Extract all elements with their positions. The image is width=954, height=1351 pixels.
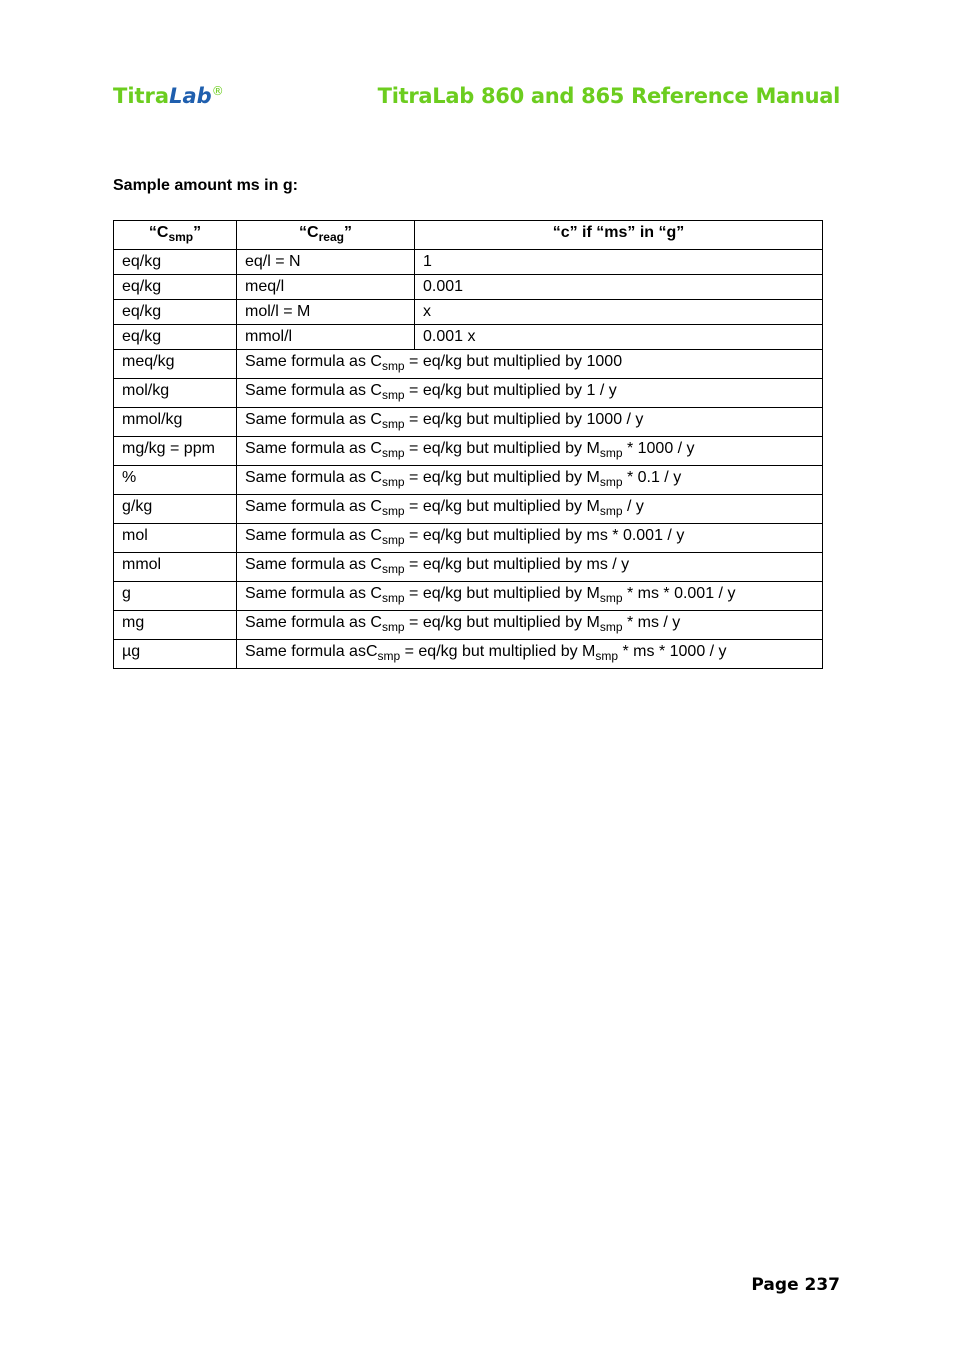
table-row — [114, 524, 823, 553]
cell-csmp: mmol/kg — [114, 408, 237, 437]
table-row — [114, 437, 823, 466]
cell-csmp: mol — [114, 524, 237, 553]
cell-csmp: eq/kg — [114, 275, 237, 300]
cell-formula: Same formula as $C_{smp} = eq/kg$ but multiplied by $M_{smp}$ / y — [237, 495, 823, 524]
cell-formula: Same formula as $C_{smp} = eq/kg$ but multiplied by $M_{smp}$ * ms * 0.001 / y — [237, 582, 823, 611]
cell-formula: Same formula as $C_{smp} = eq/kg$ but multiplied by ms / y — [237, 553, 823, 582]
cell-formula: Same formula asC$_{smp}$ = eq/kg but multiplied by $M_{smp}$ * ms * 1000 / y — [237, 640, 823, 669]
header-creag: “$C_{reag}$” — [237, 221, 415, 250]
cell-csmp: µg — [114, 640, 237, 669]
logo-lab: Lab — [169, 84, 212, 108]
header-csmp: “$C_{smp}$” — [114, 221, 237, 250]
cell-formula: Same formula as $C_{smp} = eq/kg$ but multiplied by 1 / y — [237, 379, 823, 408]
table-row — [114, 408, 823, 437]
table-header-row — [114, 221, 823, 250]
table-row — [114, 640, 823, 669]
logo-titra: Titra — [113, 84, 170, 108]
cell-formula: Same formula as $C_{smp} = eq/kg$ but multiplied by 1000 / y — [237, 408, 823, 437]
cell-formula: Same formula as $C_{smp} = eq/kg$ but multiplied by ms * 0.001 / y — [237, 524, 823, 553]
cell-creag: meq/l — [237, 275, 415, 300]
table-row — [114, 553, 823, 582]
cell-creag: mol/l = M — [237, 300, 415, 325]
cell-csmp: % — [114, 466, 237, 495]
brand-logo — [113, 84, 224, 108]
cell-c: 0.001 x — [415, 325, 823, 350]
cell-c: 0.001 — [415, 275, 823, 300]
page-number: Page 237 — [751, 1275, 840, 1295]
cell-csmp: mg — [114, 611, 237, 640]
table-row — [114, 350, 823, 379]
unit-conversion-table — [113, 220, 823, 669]
header-c-factor: “c” if “ms” in “g” — [415, 221, 823, 250]
cell-csmp: eq/kg — [114, 325, 237, 350]
manual-title: TitraLab 860 and 865 Reference Manual — [377, 84, 840, 108]
cell-c: 1 — [415, 250, 823, 275]
cell-csmp: meq/kg — [114, 350, 237, 379]
cell-csmp: g — [114, 582, 237, 611]
table-row — [114, 379, 823, 408]
logo-registered-mark: ® — [211, 84, 224, 98]
table-row — [114, 300, 823, 325]
cell-c: x — [415, 300, 823, 325]
table-row — [114, 275, 823, 300]
cell-csmp: eq/kg — [114, 300, 237, 325]
cell-creag: mmol/l — [237, 325, 415, 350]
table-row — [114, 250, 823, 275]
table-row — [114, 466, 823, 495]
table-row — [114, 325, 823, 350]
table-row — [114, 611, 823, 640]
cell-formula: Same formula as $C_{smp} = eq/kg$ but multiplied by $M_{smp}$ * ms / y — [237, 611, 823, 640]
table-row — [114, 495, 823, 524]
table-body — [114, 250, 823, 669]
table-row — [114, 582, 823, 611]
cell-formula: Same formula as $C_{smp} = eq/kg$ but multiplied by 1000 — [237, 350, 823, 379]
cell-csmp: mmol — [114, 553, 237, 582]
cell-formula: Same formula as $C_{smp} = eq/kg$ but multiplied by $M_{smp} * 1000$ / y — [237, 437, 823, 466]
cell-csmp: mg/kg = ppm — [114, 437, 237, 466]
section-heading: Sample amount ms in g: — [113, 177, 298, 194]
cell-csmp: g/kg — [114, 495, 237, 524]
cell-creag: eq/l = N — [237, 250, 415, 275]
cell-formula: Same formula as $C_{smp} = eq/kg$ but multiplied by $M_{smp} * 0.1$ / y — [237, 466, 823, 495]
cell-csmp: eq/kg — [114, 250, 237, 275]
cell-csmp: mol/kg — [114, 379, 237, 408]
